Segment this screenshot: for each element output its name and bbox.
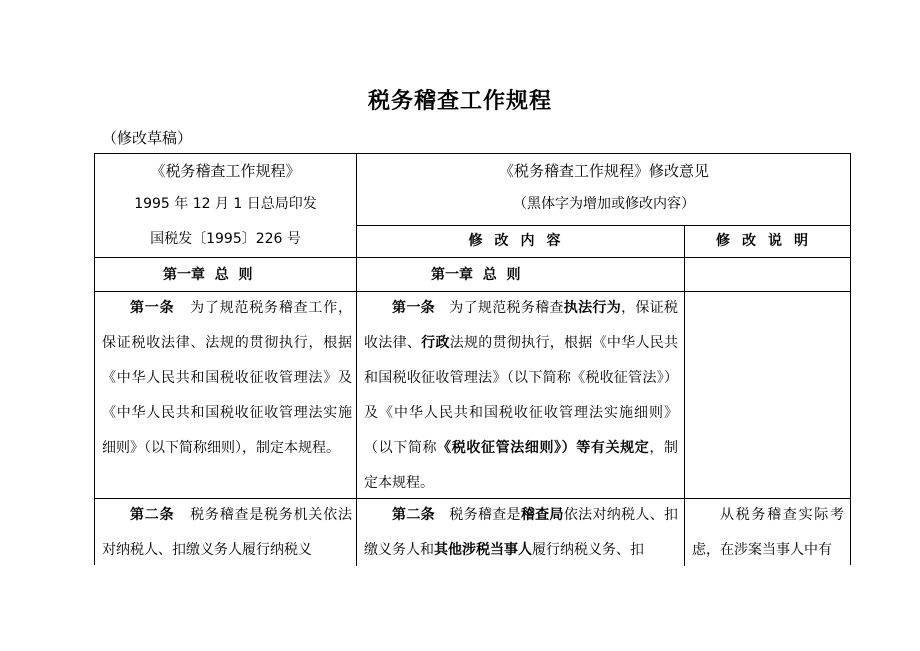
article1-revised-text-1: 为了规范税务稽查 [449, 300, 564, 316]
article1-added-text-1: 执法行为 [563, 300, 622, 316]
article1-original [102, 291, 352, 466]
chapter-heading-left: 第一章 总 则 [163, 267, 253, 283]
column-divider-left [356, 154, 357, 566]
article1-revised-text-3: 法规的贯彻执行，根据《中华人民共和国税收征收管理法》（以下简称《税收征管法》）及《中华人民共和国税收征收管理法实施细则》（以下简称 [364, 335, 679, 456]
revision-title: 《税务稽查工作规程》修改意见 [498, 162, 709, 180]
article2-original-text: 税务稽查是税务机关依法对纳税人、扣缴义务人履行纳税义 [102, 507, 353, 558]
article1-revised [364, 291, 678, 501]
comparison-table [94, 153, 851, 565]
article2-revised-text-3: 履行纳税义务、扣 [532, 542, 644, 558]
original-doc-title: 《税务稽查工作规程》 [150, 162, 301, 180]
row-divider-header [95, 257, 851, 258]
article2-added-text-2: 其他涉税当事人 [434, 542, 532, 558]
bold-text-note: （黑体字为增加或修改内容） [513, 196, 695, 212]
article2-revised [364, 498, 678, 568]
article1-revised-text-4: ，制定本规程。 [364, 440, 679, 491]
article1-added-text-3: 《税收征管法细则》）等有关规定 [437, 440, 650, 456]
page-title: 税务稽查工作规程 [367, 89, 552, 114]
article1-revised-number: 第一条 [392, 300, 435, 316]
issue-date: 1995 年 12 月 1 日总局印发 [134, 196, 317, 212]
row-divider-right-header [357, 225, 851, 226]
article1-original-number: 第一条 [130, 300, 175, 316]
chapter-heading-right: 第一章 总 则 [431, 267, 521, 283]
article2-revised-text-2: 依法对纳税人、扣缴义务人和 [364, 507, 679, 558]
column-divider-right [684, 225, 685, 566]
article1-added-text-2: 行政 [421, 335, 450, 351]
article1-original-text: 为了规范税务稽查工作，保证税收法律、法规的贯彻执行，根据《中华人民共和国税收征收管理法》及《中华人民共和国税收征收管理法实施细则》（以下简称细则），制定本规程。 [102, 300, 353, 456]
article2-revised-number: 第二条 [392, 507, 435, 523]
article2-explanation: 从税务稽查实际考虑，在涉案当事人中有 [692, 507, 844, 558]
article1-revised-text-2: ，保证税收法律、 [364, 300, 679, 351]
article2-added-text-1: 稽查局 [520, 507, 564, 523]
article2-original [102, 498, 352, 568]
document-subtitle: （修改草稿） [102, 129, 193, 147]
document-number: 国税发〔1995〕226 号 [150, 231, 301, 247]
column-header-explanation: 修改说明 [716, 233, 820, 249]
article2-original-number: 第二条 [130, 507, 175, 523]
article2-revised-text-1: 税务稽查是 [449, 507, 521, 523]
column-header-content: 修改内容 [468, 233, 573, 249]
